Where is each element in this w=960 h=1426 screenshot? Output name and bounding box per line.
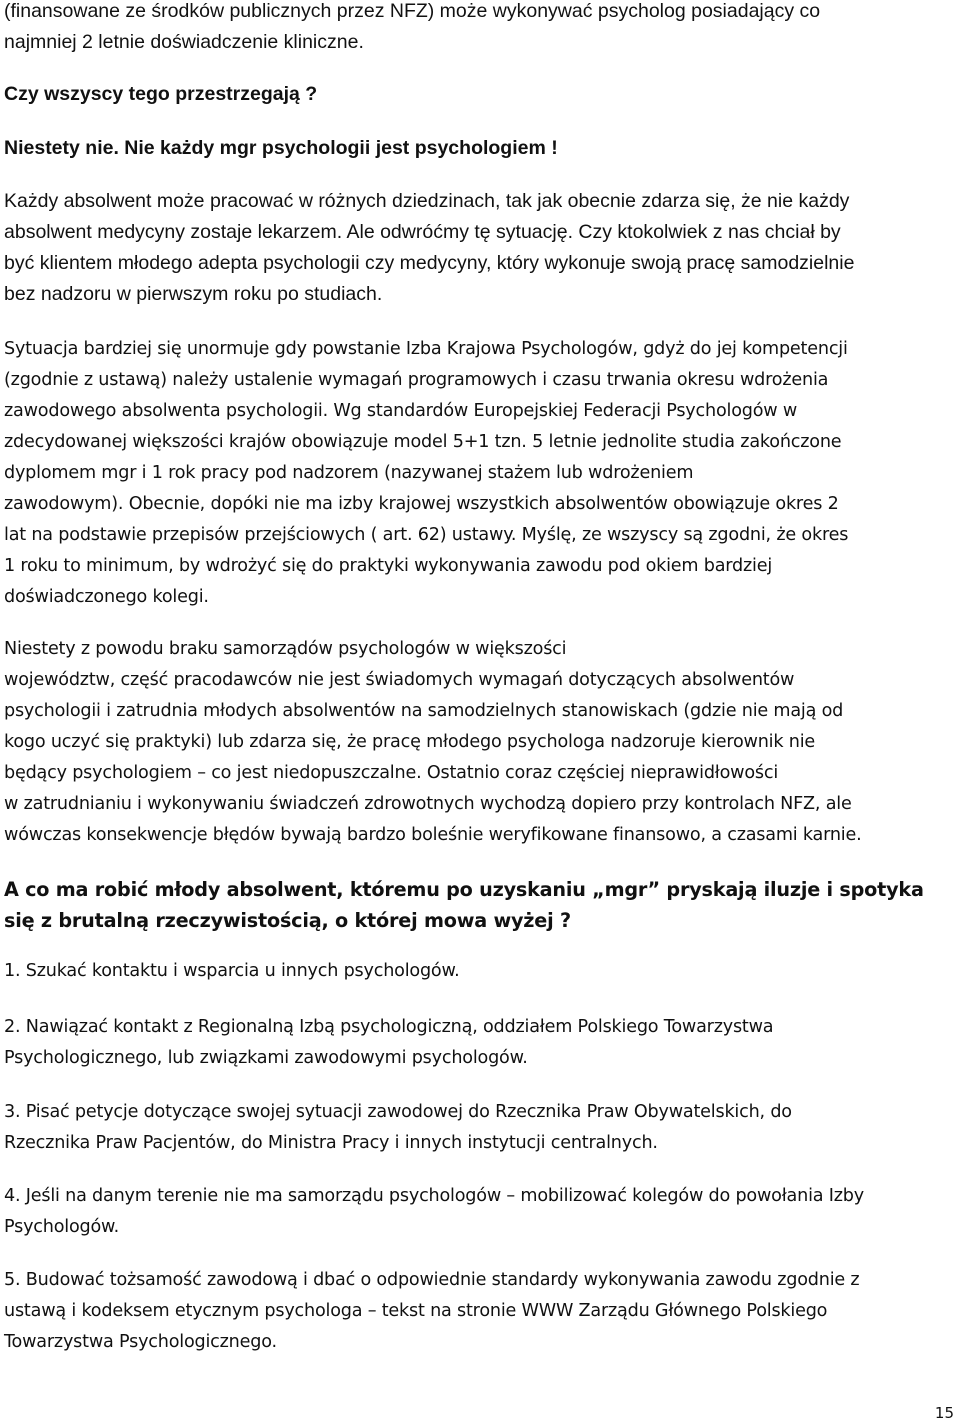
text-line: Każdy absolwent może pracować w różnych dziedzinach, tak jak obecnie zdarza się, że nie każdy	[4, 190, 850, 212]
page-number: 15	[934, 1404, 954, 1422]
text-line: zawodowego absolwenta psychologii. Wg standardów Europejskiej Federacji Psychologów w	[4, 401, 798, 421]
text-line: ustawą i kodeksem etycznym psychologa – tekst na stronie WWW Zarządu Głównego Polskiego	[4, 1301, 828, 1321]
niestety-paragraph	[4, 634, 862, 851]
intro-paragraph	[4, 0, 820, 58]
text-line: się z brutalną rzeczywistością, o której mowa wyżej ?	[4, 909, 571, 932]
sytuacja-paragraph	[4, 334, 848, 613]
text-line: 2. Nawiązać kontakt z Regionalną Izbą psychologiczną, oddziałem Polskiego Towarzystwa	[4, 1017, 774, 1037]
text-line: (zgodnie z ustawą) należy ustalenie wymagań programowych i czasu trwania okresu wdrożenia	[4, 370, 829, 390]
section-heading	[4, 874, 924, 936]
text-line: w zatrudnianiu i wykonywaniu świadczeń zdrowotnych wychodzą dopiero przy kontrolach NFZ, ale	[4, 794, 852, 814]
text-line: najmniej 2 letnie doświadczenie kliniczne.	[4, 31, 364, 53]
text-line: wówczas konsekwencje błędów bywają bardzo boleśnie weryfikowane finansowo, a czasami karnie.	[4, 825, 862, 845]
answer-line	[4, 133, 558, 164]
list-item	[4, 1265, 859, 1358]
text-line: 1 roku to minimum, by wdrożyć się do praktyki wykonywania zawodu pod okiem bardziej	[4, 556, 773, 576]
text-line: Niestety z powodu braku samorządów psychologów w większości	[4, 639, 567, 659]
text-line: województw, część pracodawców nie jest świadomych wymagań dotyczących absolwentów	[4, 670, 795, 690]
text-line: (finansowane ze środków publicznych przez NFZ) może wykonywać psycholog posiadający co	[4, 0, 821, 22]
text-line: Niestety nie. Nie każdy mgr psychologii jest psychologiem !	[4, 137, 558, 159]
text-line: Sytuacja bardziej się unormuje gdy powstanie Izba Krajowa Psychologów, gdyż do jej kompetencji	[4, 339, 848, 359]
text-line: będący psychologiem – co jest niedopuszczalne. Ostatnio coraz częściej nieprawidłowości	[4, 763, 779, 783]
text-line: Czy wszyscy tego przestrzegają ?	[4, 83, 318, 105]
text-line: Psychologów.	[4, 1217, 120, 1237]
text-line: A co ma robić młody absolwent, któremu po uzyskaniu „mgr” pryskają iluzje i spotyka	[4, 878, 924, 901]
question-line	[4, 79, 317, 110]
list-item	[4, 1097, 792, 1159]
text-line: absolwent medycyny zostaje lekarzem. Ale odwróćmy tę sytuację. Czy ktokolwiek z nas chciał by	[4, 221, 841, 243]
list-item	[4, 1012, 773, 1074]
text-line: lat na podstawie przepisów przejściowych ( art. 62) ustawy. Myślę, ze wszyscy są zgodni, że okres	[4, 525, 849, 545]
text-line: być klientem młodego adepta psychologii czy medycyny, który wykonuje swoją pracę samodzielnie	[4, 252, 855, 274]
kazdy-absolwent-paragraph	[4, 186, 854, 310]
text-line: Rzecznika Praw Pacjentów, do Ministra Pracy i innych instytucji centralnych.	[4, 1133, 658, 1153]
text-line: psychologii i zatrudnia młodych absolwentów na samodzielnych stanowiskach (gdzie nie mają od	[4, 701, 844, 721]
text-line: kogo uczyć się praktyki) lub zdarza się, że pracę młodego psychologa nadzoruje kierownik nie	[4, 732, 816, 752]
text-line: 3. Pisać petycje dotyczące swojej sytuacji zawodowej do Rzecznika Praw Obywatelskich, do	[4, 1102, 792, 1122]
text-line: doświadczonego kolegi.	[4, 587, 209, 607]
text-line: 4. Jeśli na danym terenie nie ma samorządu psychologów – mobilizować kolegów do powołania Izby	[4, 1186, 864, 1206]
list-item	[4, 1181, 864, 1243]
text-line: bez nadzoru w pierwszym roku po studiach.	[4, 283, 383, 305]
text-line: zdecydowanej większości krajów obowiązuje model 5+1 tzn. 5 letnie jednolite studia zakończone	[4, 432, 842, 452]
text-line: zawodowym). Obecnie, dopóki nie ma izby krajowej wszystkich absolwentów obowiązuje okres 2	[4, 494, 839, 514]
text-line: dyplomem mgr i 1 rok pracy pod nadzorem (nazywanej stażem lub wdrożeniem	[4, 463, 694, 483]
text-line: 1. Szukać kontaktu i wsparcia u innych psychologów.	[4, 961, 460, 981]
text-line: Towarzystwa Psychologicznego.	[4, 1332, 277, 1352]
text-line: Psychologicznego, lub związkami zawodowymi psychologów.	[4, 1048, 528, 1068]
list-item	[4, 956, 459, 987]
text-line: 5. Budować tożsamość zawodową i dbać o odpowiednie standardy wykonywania zawodu zgodnie z	[4, 1270, 860, 1290]
